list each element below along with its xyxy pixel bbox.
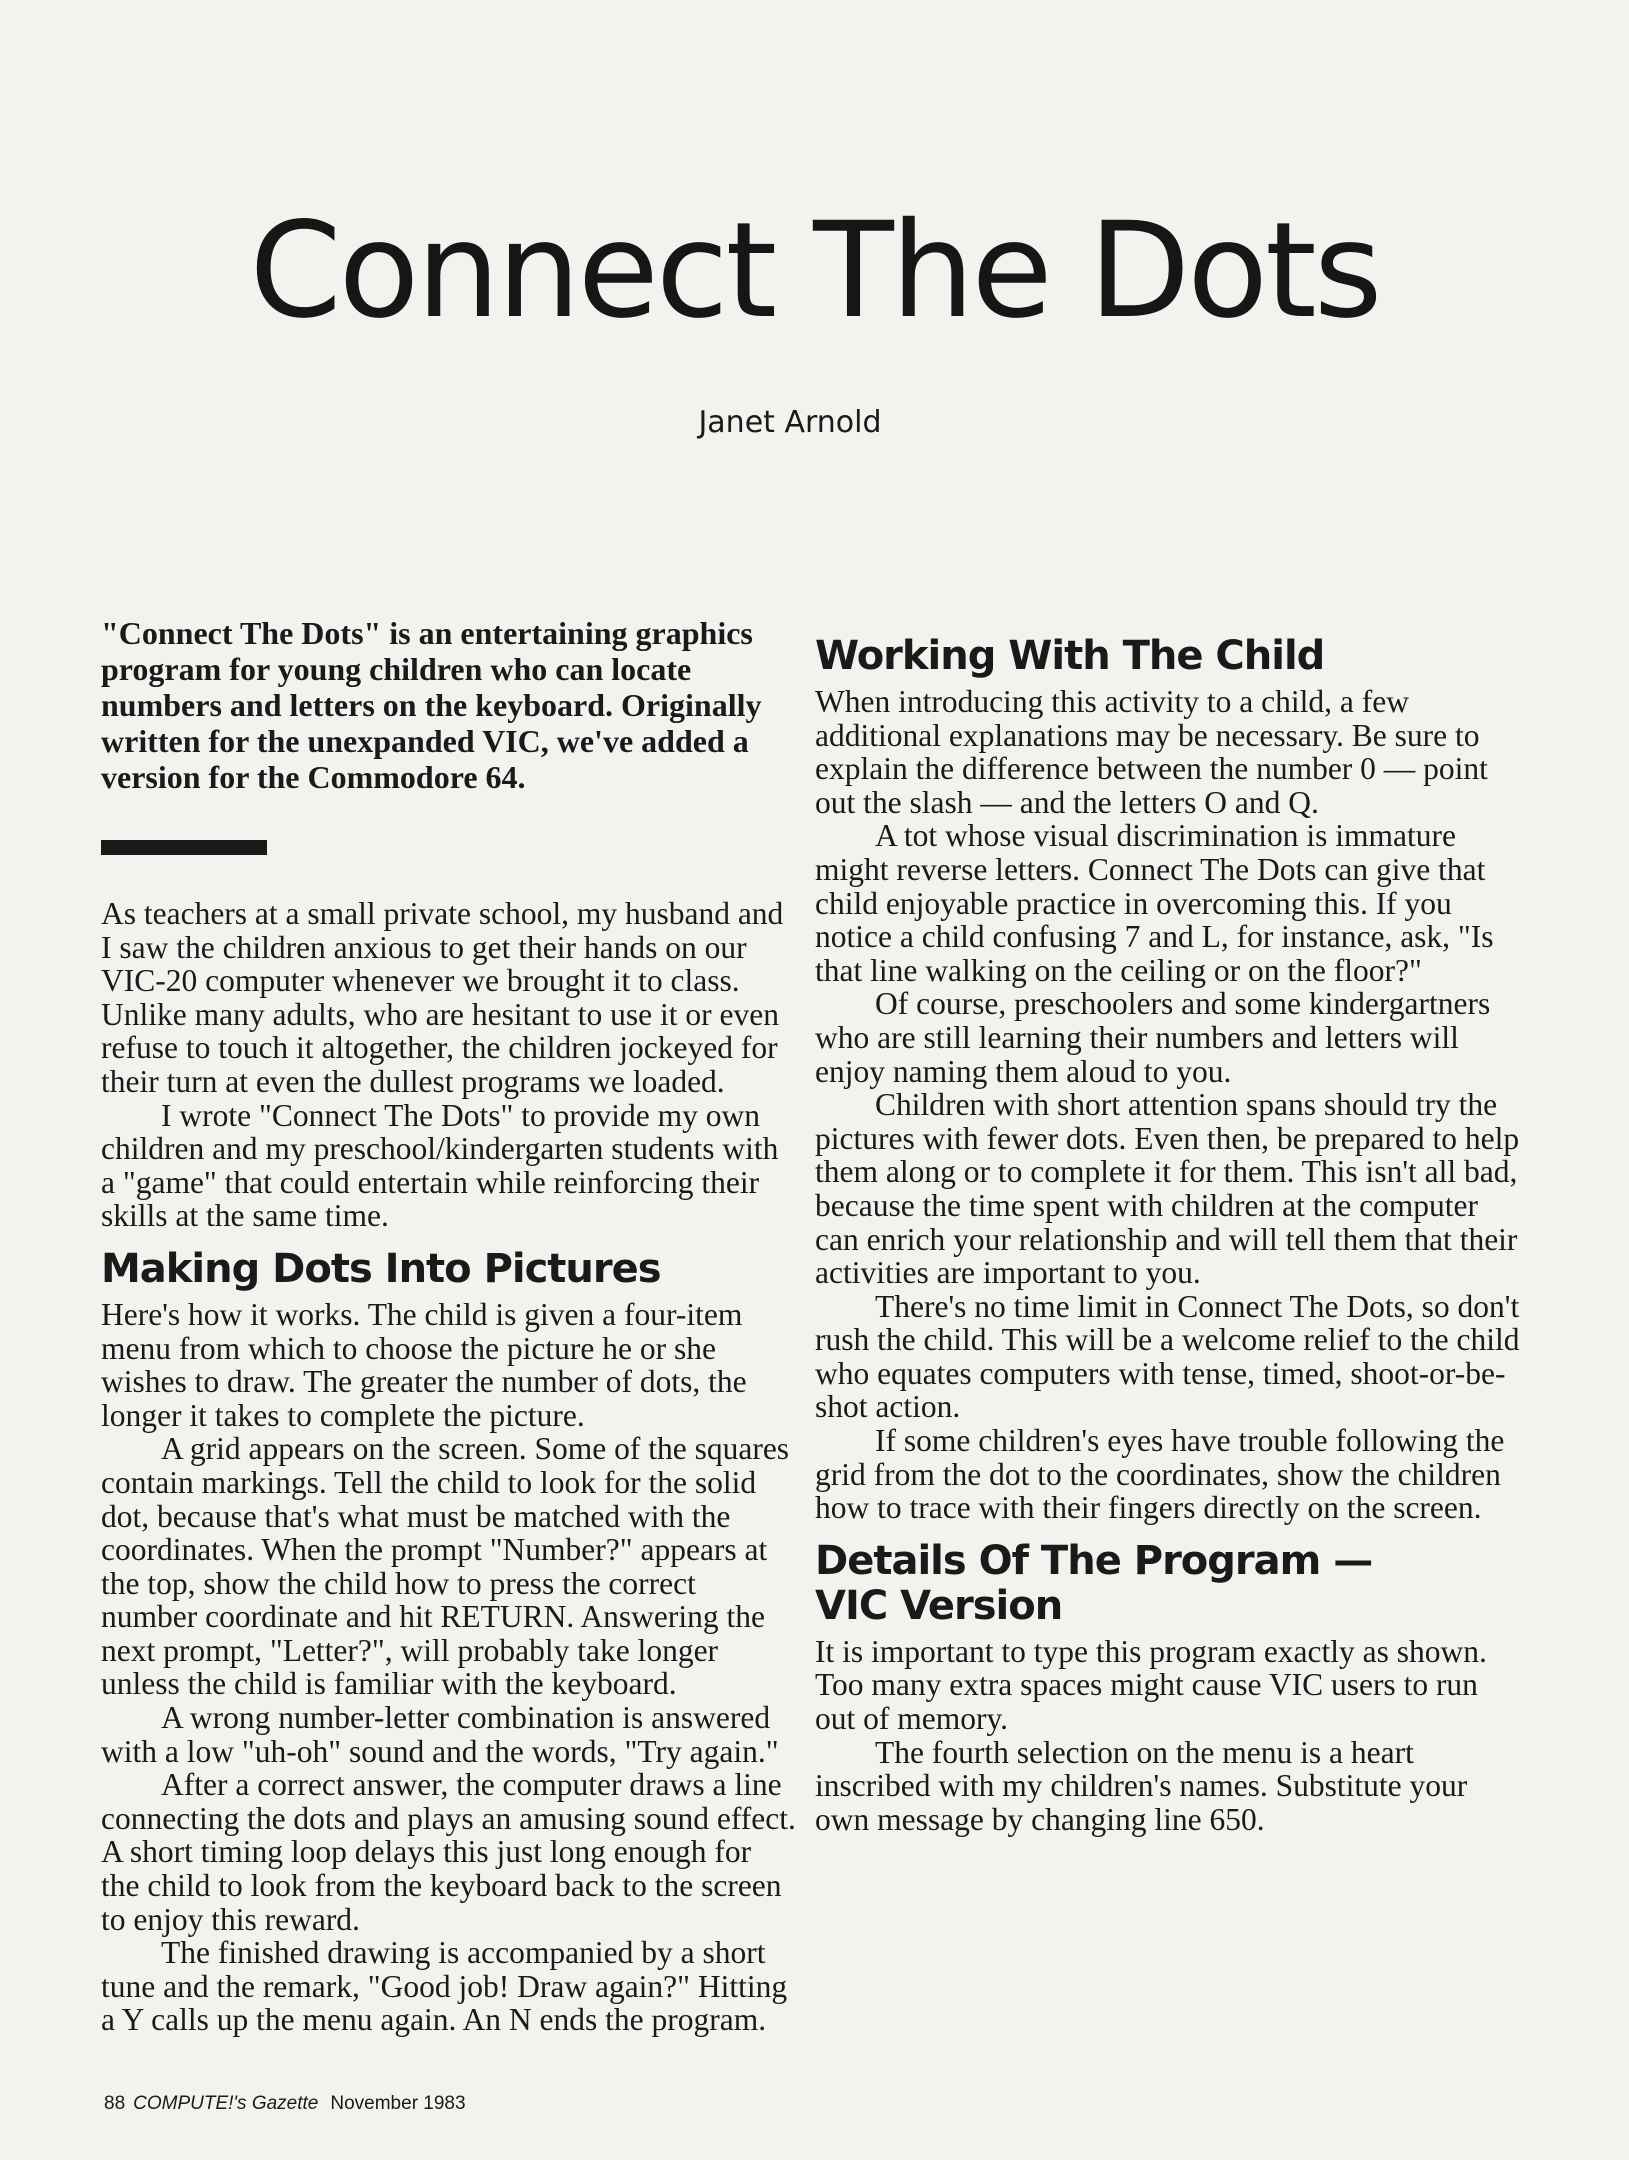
body-paragraph: A wrong number-letter combination is answered with a low "uh-oh" sound and the words, "Try again.": [101, 1700, 779, 1769]
intro-paragraph: "Connect The Dots" is an entertaining graphics program for young children who can locate numbers and letters on the keyboard. Originally written for the unexpanded VIC, we've added a version for the Commodore 64.: [101, 615, 762, 795]
body-paragraph: As teachers at a small private school, my husband and I saw the children anxious to get their hands on our VIC-20 computer whenever we brought it to class. Unlike many adults, who are hesitant to use it or even refuse to touch it altogether, the children jockeyed for their turn at even the dullest programs we loaded.: [101, 896, 784, 1099]
heading-line-2: VIC Version: [815, 1582, 1063, 1629]
body-paragraph: After a correct answer, the computer draws a line connecting the dots and plays an amusing sound effect. A short timing loop delays this just long enough for the child to look from the keyboard back to the screen to enjoy this reward.: [101, 1767, 796, 1937]
body-paragraph: Here's how it works. The child is given a four-item menu from which to choose the picture he or she wishes to draw. The greater the number of dots, the longer it takes to complete the picture.: [101, 1296, 747, 1433]
article-title: Connect The Dots: [249, 194, 1380, 348]
body-paragraph: If some children's eyes have trouble following the grid from the dot to the coordinates, show the children how to trace with their fingers directly on the screen.: [815, 1423, 1505, 1526]
heading-details-vic: [815, 1539, 1520, 1629]
page-number: 88: [104, 2093, 126, 2114]
body-paragraph: A grid appears on the screen. Some of the squares contain markings. Tell the child to look for the solid dot, because that's what must be matched with the coordinates. When the prompt "Number?" appears at the top, show the child how to press the correct number coordinate and hit RETURN. Answering the next prompt, "Letter?", will probably take longer unless the child is familiar with the keyboard.: [101, 1431, 790, 1702]
body-paragraph: It is important to type this program exactly as shown. Too many extra spaces might cause VIC users to run out of memory.: [815, 1633, 1487, 1737]
body-paragraph: Of course, preschoolers and some kindergartners who are still learning their numbers and letters will enjoy naming them aloud to you.: [815, 986, 1491, 1089]
body-paragraph: The fourth selection on the menu is a heart inscribed with my children's names. Substitute your own message by changing line 650.: [815, 1734, 1468, 1837]
heading-line-1: Details Of The Program —: [815, 1537, 1373, 1584]
heading-working-with-child: Working With The Child: [815, 633, 1325, 679]
right-column: [815, 620, 1520, 1836]
body-paragraph: Children with short attention spans should try the pictures with fewer dots. Even then, be prepared to help them along or to complete it for them. This isn't all bad, because the time spent with children at the computer can enrich your relationship and will tell them that their activities are important to you.: [815, 1087, 1520, 1291]
left-column: [101, 615, 796, 2037]
page-footer: [104, 2093, 466, 2115]
body-paragraph: The finished drawing is accompanied by a short tune and the remark, "Good job! Draw again?" Hitting a Y calls up the menu again. An N ends the program.: [101, 1935, 788, 2038]
author-byline: Janet Arnold: [698, 405, 882, 440]
body-paragraph: There's no time limit in Connect The Dots, so don't rush the child. This will be a welcome relief to the child who equates computers with tense, timed, shoot-or-be-shot action.: [815, 1288, 1520, 1425]
issue-date: November 1983: [330, 2093, 466, 2114]
body-paragraph: A tot whose visual discrimination is immature might reverse letters. Connect The Dots can give that child enjoyable practice in overcoming this. If you notice a child confusing 7 and L, for instance, ask, "Is that line walking on the ceiling or on the floor?": [815, 818, 1494, 988]
body-paragraph: I wrote "Connect The Dots" to provide my own children and my preschool/kindergarten students with a "game" that could entertain while reinforcing their skills at the same time.: [101, 1097, 779, 1234]
heading-making-dots: Making Dots Into Pictures: [101, 1245, 661, 1292]
section-rule: [101, 840, 267, 855]
body-paragraph: When introducing this activity to a child, a few additional explanations may be necessary. Be sure to explain the difference between the number 0 — point out the slash — and the letters O and Q.: [815, 684, 1488, 820]
magazine-name: COMPUTE!'s Gazette: [133, 2093, 319, 2114]
